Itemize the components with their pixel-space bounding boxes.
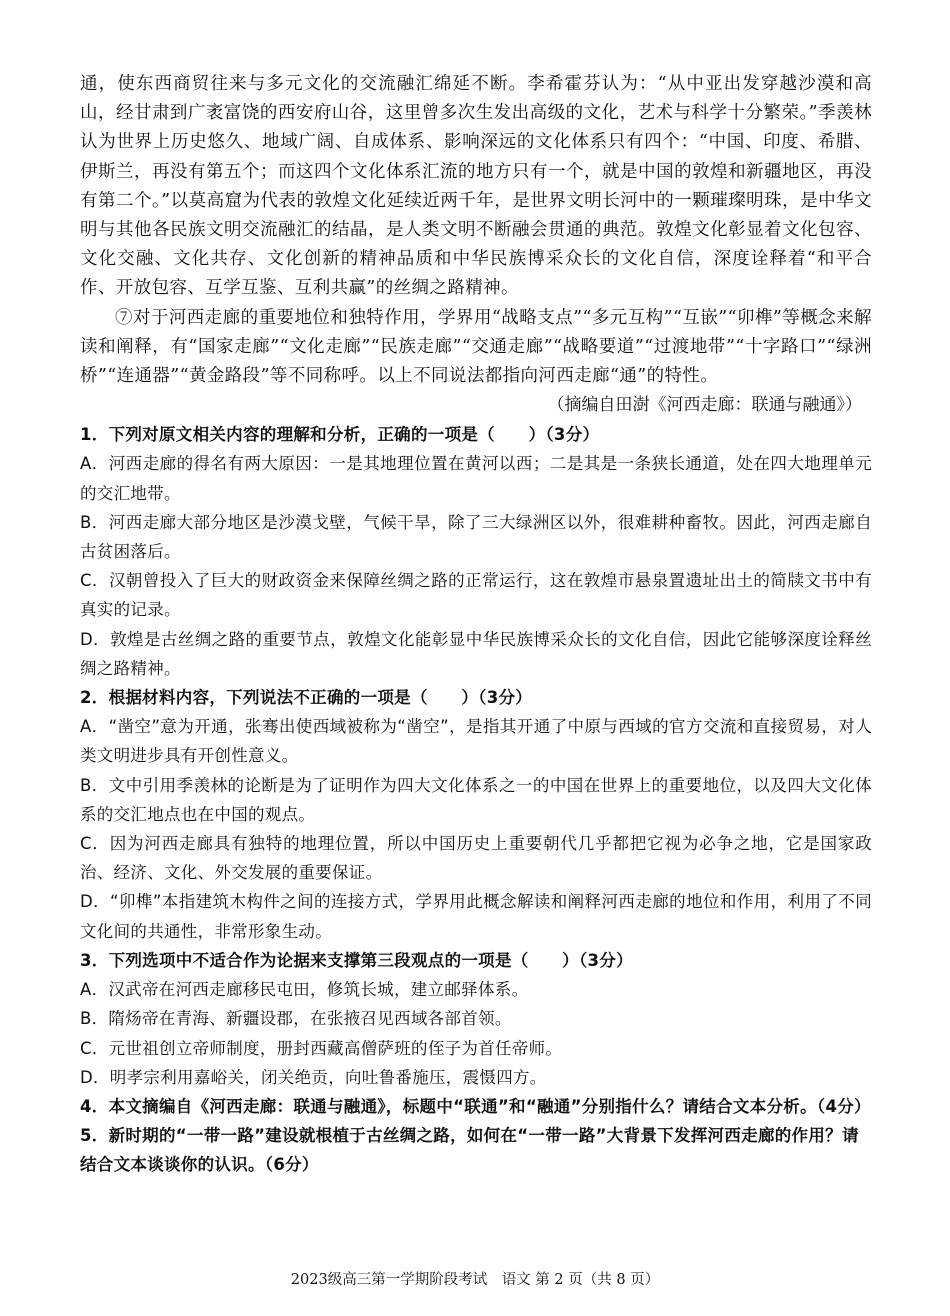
question-stem: 2．根据材料内容，下列说法不正确的一项是（ ）（3分） xyxy=(80,688,533,708)
passage-paragraph: 通，使东西商贸往来与多元文化的交流融汇绵延不断。李希霍芬认为：“从中亚出发穿越沙漠和高山，经甘肃到广袤富饶的西安府山谷，这里曾多次生发出高级的文化，艺术与科学十分繁荣。”季羡林认为世界上历史悠久、地域广阔、自成体系、影响深远的文化体系只有四个：“中国、印度、希腊、伊斯兰，再没有第五个；而这四个文化体系汇流的地方只有一个，就是中国的敦煌和新疆地区，再没有第二个。”以莫高窟为代表的敦煌文化延续近两千年，是世界文明长河中的一颗璀璨明珠，是中华文明与其他各民族文明交流融汇的结晶，是人类文明不断融会贯通的典范。敦煌文化彰显着文化包容、文化交融、文化共存、文化创新的精神品质和中华民族博采众长的文化自信，深度诠释着“和平合作、开放包容、互学互鉴、互利共赢”的丝绸之路精神。 xyxy=(80,74,872,299)
option-c: C．因为河西走廊具有独特的地理位置，所以中国历史上重要朝代几乎都把它视为必争之地，它是国家政治、经济、文化、外交发展的重要保证。 xyxy=(80,834,872,883)
question-stem: 5．新时期的“一带一路”建设就根植于古丝绸之路，如何在“一带一路”大背景下发挥河西走廊的作用？请结合文本谈谈你的认识。（6分） xyxy=(80,1126,859,1175)
option-c: C．汉朝曾投入了巨大的财政资金来保障丝绸之路的正常运行，这在敦煌市悬泉置遗址出土的简牍文书中有真实的记录。 xyxy=(80,571,872,620)
option-d: D．明孝宗利用嘉峪关，闭关绝贡，向吐鲁番施压，震慑四方。 xyxy=(80,1067,547,1087)
option-b: B．河西走廊大部分地区是沙漠戈壁，气候干旱，除了三大绿洲区以外，很难耕种畜牧。因此，河西走廊自古贫困落后。 xyxy=(80,512,872,562)
option-b: B．文中引用季羡林的论断是为了证明作为四大文化体系之一的中国在世界上的重要地位，以及四大文化体系的交汇地点也在中国的观点。 xyxy=(80,775,872,824)
question-stem: 3．下列选项中不适合作为论据来支撑第三段观点的一项是（ ）（3分） xyxy=(80,950,633,970)
question-3 xyxy=(80,946,872,1092)
option-a: A．汉武帝在河西走廊移民屯田，修筑长城，建立邮驿体系。 xyxy=(80,980,529,1000)
page-footer: 2023级高三第一学期阶段考试 语文 第 2 页（共 8 页） xyxy=(290,1272,660,1288)
question-stem: 1．下列对原文相关内容的理解和分析，正确的一项是（ ）（3分） xyxy=(80,425,600,445)
question-1 xyxy=(80,420,872,683)
option-b: B．隋炀帝在青海、新疆设郡，在张掖召见西域各部首领。 xyxy=(80,1009,512,1029)
question-4 xyxy=(80,1092,872,1121)
option-a: A．河西走廊的得名有两大原因：一是其地理位置在黄河以西；二是其是一条狭长通道，处在四大地理单元的交汇地带。 xyxy=(80,454,872,503)
option-d: D．“卯榫”本指建筑木构件之间的连接方式，学界用此概念解读和阐释河西走廊的地位和作用，利用了不同文化间的共通性，非常形象生动。 xyxy=(80,892,872,941)
question-2 xyxy=(80,683,872,946)
option-a: A．“凿空”意为开通，张骞出使西域被称为“凿空”，是指其开通了中原与西域的官方交流和直接贸易，对人类文明进步具有开创性意义。 xyxy=(80,717,872,766)
option-c: C．元世祖创立帝师制度，册封西藏高僧萨班的侄子为首任帝师。 xyxy=(80,1038,563,1058)
exam-page xyxy=(80,70,872,1180)
option-d: D．敦煌是古丝绸之路的重要节点，敦煌文化能彰显中华民族博采众长的文化自信，因此它能够深度诠释丝绸之路精神。 xyxy=(80,629,872,678)
question-stem: 4．本文摘编自《河西走廊：联通与融通》，标题中“联通”和“融通”分别指什么？请结合文本分析。（4分） xyxy=(80,1096,871,1116)
passage-source: （摘编自田澍《河西走廊：联通与融通》） xyxy=(547,395,862,416)
question-5 xyxy=(80,1121,872,1179)
passage-paragraph-7: ⑦对于河西走廊的重要地位和独特作用，学界用“战略支点”“多元互构”“互嵌”“卯榫”等概念来解读和阐释，有“国家走廊”“文化走廊”“民族走廊”“交通走廊”“战略要道”“过渡地带”“十字路口”“绿洲桥”“连通器”“黄金路段”等不同称呼。以上不同说法都指向河西走廊“通”的特性。 xyxy=(80,307,872,387)
